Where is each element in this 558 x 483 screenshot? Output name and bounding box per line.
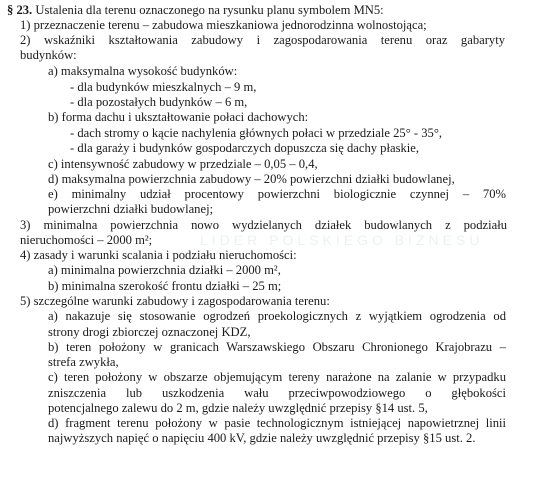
- item-2b-1: - dach stromy o kącie nachylenia głównych połaci w przedziale 25° - 35°,: [70, 126, 443, 140]
- item-2e-cont: powierzchni działki budowlanej;: [48, 202, 214, 216]
- item-3-cont: nieruchomości – 2000 m²;: [20, 233, 153, 247]
- item-5d: d) fragment terenu położony w pasie technologicznym istniejącej napowietrznej linii: [48, 416, 506, 430]
- item-2-cont: budynków:: [20, 48, 77, 62]
- item-5b-cont: strefa zwykła,: [48, 355, 119, 369]
- item-2b: b) forma dachu i ukształtowanie połaci dachowych:: [48, 110, 309, 124]
- item-2b-2: - dla garaży i budynków gospodarczych dopuszcza się dachy płaskie,: [70, 141, 420, 155]
- item-3: 3) minimalna powierzchnia nowo wydzielanych działek budowlanych z podziału: [20, 218, 507, 232]
- item-5c-cont-2: potencjalnego zalewu do 2 m, gdzie należy uwzględnić przepisy §14 ust. 5,: [48, 401, 428, 415]
- item-4b: b) minimalna szerokość frontu działki – 25 m;: [48, 279, 282, 293]
- item-4a: a) minimalna powierzchnia działki – 2000 m²,: [48, 263, 281, 277]
- item-5d-cont: najwyższych napięć o napięciu 400 kV, gdzie należy uwzględnić przepisy §15 ust. 2.: [48, 431, 476, 445]
- section-title: Ustalenia dla terenu oznaczonego na rysunku planu symbolem MN5:: [35, 3, 384, 17]
- item-4: 4) zasady i warunki scalania i podziału nieruchomości:: [20, 248, 297, 262]
- item-5c: c) teren położony w obszarze objemującym tereny narażone na zalanie w przypadku: [48, 370, 506, 384]
- item-2: 2) wskaźniki kształtowania zabudowy i zagospodarowania terenu oraz gabaryty: [20, 33, 505, 47]
- item-5a: a) nakazuje się stosowanie ogrodzeń proekologicznych z wyjątkiem ogrodzenia od: [48, 309, 506, 323]
- item-2d: d) maksymalna powierzchnia zabudowy – 20% powierzchni działki budowlanej,: [48, 172, 455, 186]
- item-5b: b) teren położony w granicach Warszawskiego Obszaru Chronionego Krajobrazu –: [48, 340, 506, 354]
- watermark: LIDER POLSKIEGO BIZNESU: [200, 232, 484, 248]
- item-2a: a) maksymalna wysokość budynków:: [48, 64, 238, 78]
- item-2c: c) intensywność zabudowy w przedziale – 0,05 – 0,4,: [48, 157, 318, 171]
- item-5a-cont: strony drogi zbiorczej oznaczonej KDZ,: [48, 325, 251, 339]
- item-2e: e) minimalny udział procentowy powierzchni biologicznie czynnej – 70%: [48, 187, 506, 201]
- section-heading: [7, 3, 384, 18]
- item-5c-cont-1: zniszczenia lub uszkodzenia wału przeciwpowodziowego o głębokości: [48, 386, 506, 400]
- section-number: § 23.: [7, 3, 33, 17]
- item-1: 1) przeznaczenie terenu – zabudowa mieszkaniowa jednorodzinna wolnostojąca;: [20, 18, 427, 32]
- item-2a-1: - dla budynków mieszkalnych – 9 m,: [70, 80, 257, 94]
- item-5: 5) szczególne warunki zabudowy i zagospodarowania terenu:: [20, 294, 330, 308]
- item-2a-2: - dla pozostałych budynków – 6 m,: [70, 95, 248, 109]
